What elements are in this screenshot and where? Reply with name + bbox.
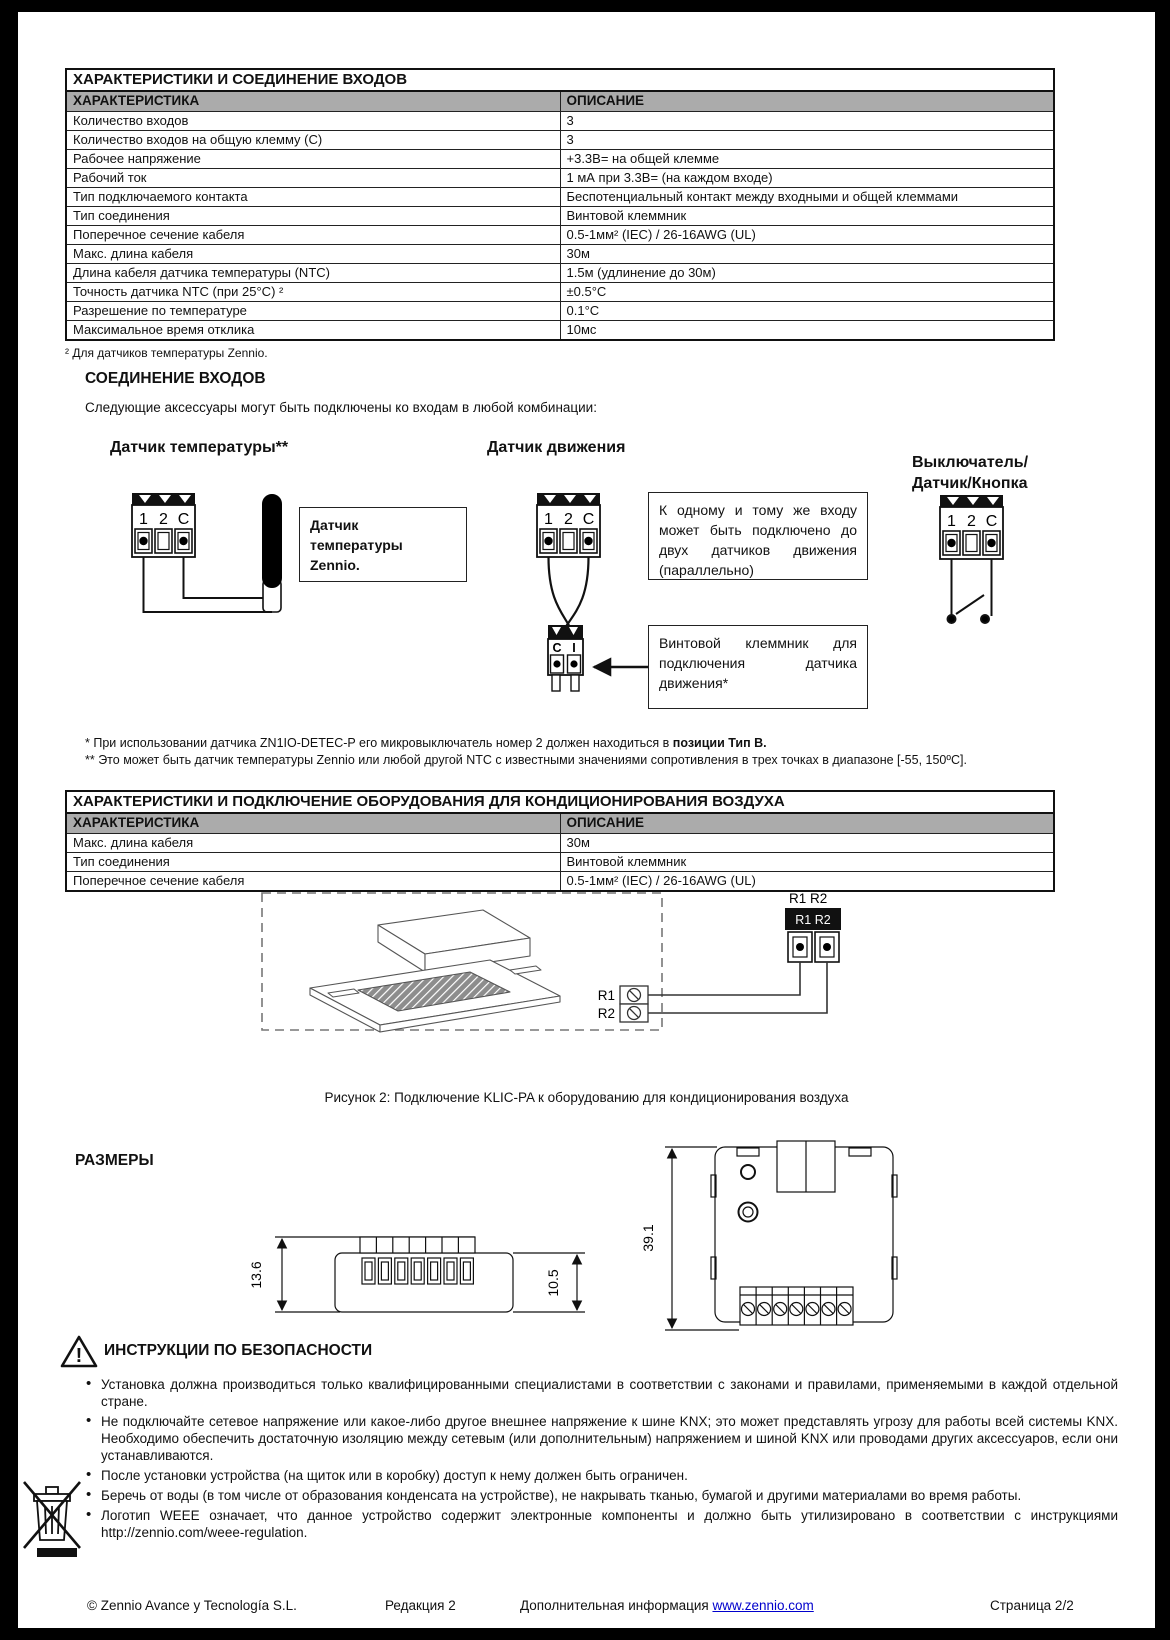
klic-terminal-header: R1 R2 [789,891,828,906]
wire-temp-1 [144,557,273,612]
cell-characteristic: Макс. длина кабеля [66,244,560,263]
footer-info-label: Дополнительная информация [520,1598,713,1613]
terminal-label-2: 2 [564,511,573,528]
terminal-label-1: 1 [139,511,148,528]
section-heading-inputs: СОЕДИНЕНИЕ ВХОДОВ [85,370,266,387]
safety-bullet-list [86,1376,1118,1544]
cell-description: Беспотенциальный контакт между входными и общей клеммами [560,187,1054,206]
table-row [66,833,1054,852]
col-header-description: ОПИСАНИЕ [560,813,1054,833]
r1-r2-wires [648,962,827,1013]
footer-info [520,1598,814,1613]
cell-characteristic: Рабочий ток [66,168,560,187]
table-row [66,69,1054,91]
footnote1-bold: позиции Тип B. [672,736,767,750]
table1-title: ХАРАКТЕРИСТИКИ И СОЕДИНЕНИЕ ВХОДОВ [66,69,1054,91]
cell-description: 0.5-1мм² (IEC) / 26-16AWG (UL) [560,225,1054,244]
table-row [66,244,1054,263]
cell-characteristic: Количество входов на общую клемму (С) [66,130,560,149]
table-row [66,91,1054,111]
switch-symbol [948,559,992,623]
cell-characteristic: Максимальное время отклика [66,320,560,340]
cell-characteristic: Тип подключаемого контакта [66,187,560,206]
table-row [66,263,1054,282]
table-row [66,149,1054,168]
cell-characteristic: Тип соединения [66,852,560,871]
klic-r1-r2-connector [785,908,841,962]
temp-sensor-label: Датчик температуры** [110,439,289,456]
figure2-hvac-connection-diagram [258,890,908,1090]
ac-r1-label: R1 [597,988,615,1003]
table-row [66,206,1054,225]
dim-10-5-label: 10.5 [545,1269,561,1297]
temp-connector-1-2-c [132,493,195,557]
terminal-label-c: C [552,641,562,655]
cell-description: 1 мА при 3.3В= (на каждом входе) [560,168,1054,187]
table-row [66,130,1054,149]
dimensions-drawing [225,1135,915,1357]
figure2-caption: Рисунок 2: Подключение KLIC-PA к оборудованию для кондиционирования воздуха [324,1090,849,1105]
cell-characteristic: Поперечное сечение кабеля [66,225,560,244]
motion-sensor-label: Датчик движения [487,439,626,456]
ac-unit-drawing [310,910,560,1032]
table-row [66,871,1054,891]
safety-bullet: • Установка должна производиться только квалифицированными специалистами в соответствии с законами и правилами, применяемыми в каждой отдельной стране. [86,1376,1118,1410]
table-row [66,111,1054,130]
col-header-characteristic: ХАРАКТЕРИСТИКА [66,813,560,833]
cell-description: 10мс [560,320,1054,340]
footnote1-text: * При использовании датчика ZN1IO-DETEC-P его микровыключатель номер 2 должен находиться в [85,736,673,750]
footnote-double-asterisk: ** Это может быть датчик температуры Zennio или любой другой NTC с известными значениями сопротивления в трех точках в диапазоне [-55, 150ºC]. [85,752,967,767]
front-view-terminal-row [740,1287,853,1325]
terminal-note-box: Винтовой клеммник для подключения датчика движения* [648,625,868,709]
weee-bin-icon [22,1474,82,1569]
cell-characteristic: Количество входов [66,111,560,130]
switch-label-line1: Выключатель/ [912,454,1029,471]
col-header-characteristic: ХАРАКТЕРИСТИКА [66,91,560,111]
motion-connector-1-2-c [537,493,600,557]
table2-title: ХАРАКТЕРИСТИКИ И ПОДКЛЮЧЕНИЕ ОБОРУДОВАНИЯ ДЛЯ КОНДИЦИОНИРОВАНИЯ ВОЗДУХА [66,791,1054,813]
footer-page-number: Страница 2/2 [990,1598,1074,1613]
table-row [66,813,1054,833]
diagram-footnotes [85,735,1105,768]
table-row [66,301,1054,320]
hvac-spec-table [65,790,1055,892]
table-row [66,225,1054,244]
warning-triangle-icon [60,1335,98,1369]
ac-r2-label: R2 [597,1006,615,1021]
terminal-label-2: 2 [967,513,976,530]
motion-parallel-note-box: К одному и тому же входу может быть подключено до двух датчиков движения (параллельно) [648,492,868,580]
cell-description: 3 [560,111,1054,130]
cell-characteristic: Поперечное сечение кабеля [66,871,560,891]
cell-description: 0.1°C [560,301,1054,320]
warning-exclamation: ! [75,1345,83,1367]
table-row [66,168,1054,187]
cell-characteristic: Длина кабеля датчика температуры (NTC) [66,263,560,282]
ac-r1-r2-terminals [620,986,648,1022]
safety-bullet: • После установки устройства (на щиток или в коробку) доступ к нему должен быть ограничен. [86,1467,1118,1484]
terminal-label-c: C [177,511,190,528]
terminal-label-c: C [985,513,998,530]
cell-characteristic: Рабочее напряжение [66,149,560,168]
cell-description: 3 [560,130,1054,149]
table-row [66,791,1054,813]
cell-characteristic: Разрешение по температуре [66,301,560,320]
safety-bullet: • Не подключайте сетевое напряжение или какое-либо другое внешнее напряжение к шине KNX; это может представлять угрозу для работы всей системы KNX. Необходимо обеспечить достаточную изоляцию между сетевым (или дополнительным) напряжением и шиной KNX или проводами других аксессуаров, если они устанавливаются. [86,1413,1118,1464]
col-header-description: ОПИСАНИЕ [560,91,1054,111]
safety-bullet: • Логотип WEEE означает, что данное устройство содержит электронные компоненты и должно быть утилизировано в соответствии с инструкциями http://zennio.com/weee-regulation. [86,1507,1118,1541]
cell-description: Винтовой клеммник [560,206,1054,225]
cell-description: 30м [560,833,1054,852]
dim-13-6-label: 13.6 [248,1261,264,1289]
cell-characteristic: Макс. длина кабеля [66,833,560,852]
cell-description: ±0.5°C [560,282,1054,301]
cell-description: +3.3В= на общей клемме [560,149,1054,168]
cell-characteristic: Тип соединения [66,206,560,225]
wire-temp-c [184,557,264,598]
klic-block-label: R1 R2 [795,913,831,927]
safety-bullet: • Беречь от воды (в том числе от образования конденсата на устройстве), не накрывать тканью, бумагой и другими материалами во время работы. [86,1487,1118,1504]
cell-description: 30м [560,244,1054,263]
terminal-label-c: C [582,511,595,528]
table1-footnote: ² Для датчиков температуры Zennio. [65,346,268,360]
front-view-drawing [665,1141,897,1330]
motion-ci-terminal [548,625,583,691]
table-row [66,320,1054,340]
cell-characteristic: Точность датчика NTC (при 25°C) ² [66,282,560,301]
cell-description: Винтовой клеммник [560,852,1054,871]
temp-sensor-note-box [299,507,467,582]
switch-connector-1-2-c [940,495,1003,559]
side-view-drawing [275,1237,585,1312]
terminal-label-i: I [572,641,576,655]
cell-description: 0.5-1мм² (IEC) / 26-16AWG (UL) [560,871,1054,891]
table-row [66,282,1054,301]
inputs-intro-text: Следующие аксессуары могут быть подключены ко входам в любой комбинации: [85,400,597,415]
footer-copyright: © Zennio Avance y Tecnología S.L. [87,1598,297,1613]
footer-revision: Редакция 2 [385,1598,456,1613]
cell-description: 1.5м (удлинение до 30м) [560,263,1054,282]
inputs-spec-table [65,68,1055,341]
document-page [18,12,1155,1628]
terminal-label-1: 1 [947,513,956,530]
table-row [66,852,1054,871]
footnote-asterisk [85,735,1105,752]
temp-sensor-note-text: Датчик температуры Zennio. [310,517,403,573]
dim-39-1-label: 39.1 [640,1224,656,1252]
footer-zennio-link[interactable]: www.zennio.com [712,1598,814,1613]
safety-heading: ИНСТРУКЦИИ ПО БЕЗОПАСНОСТИ [104,1342,373,1359]
terminal-label-1: 1 [544,511,553,528]
terminal-label-2: 2 [159,511,168,528]
table-row [66,187,1054,206]
dimensions-heading: РАЗМЕРЫ [75,1152,154,1169]
input-connection-diagram [100,480,1060,732]
switch-label-line2: Датчик/Кнопка [912,475,1028,492]
